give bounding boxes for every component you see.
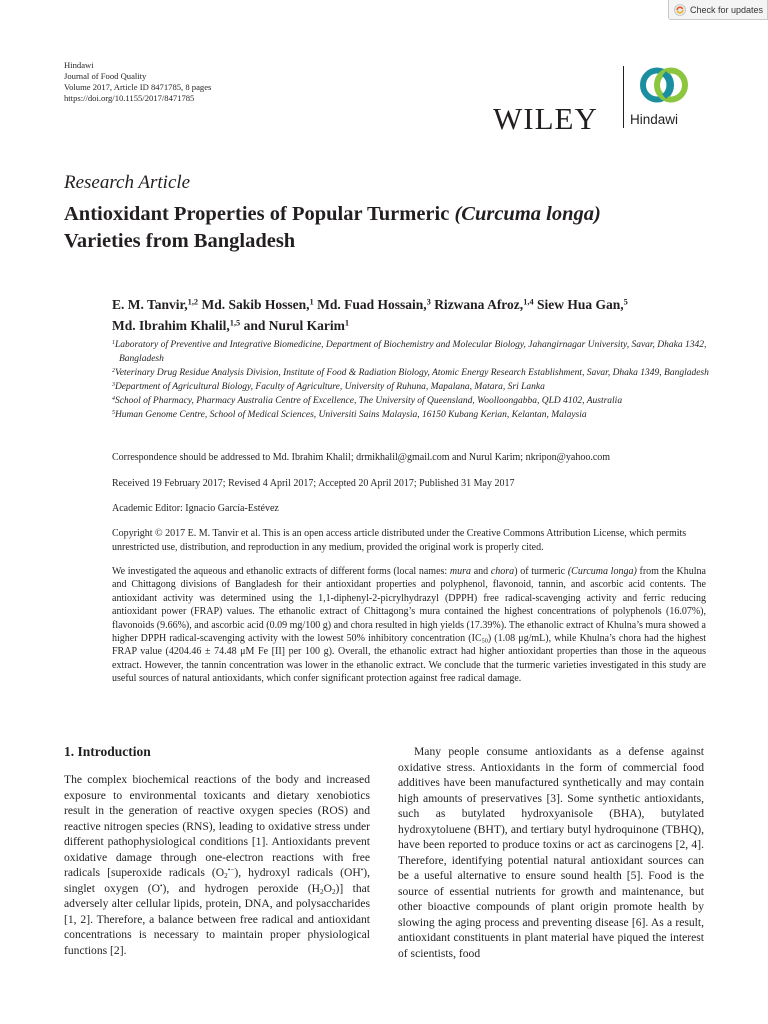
received-dates: Received 19 February 2017; Revised 4 April 2017; Accepted 20 April 2017; Published 31 May 2017 bbox=[112, 478, 515, 489]
journal-name: Journal of Food Quality bbox=[64, 71, 147, 81]
intro-right-column: Many people consume antioxidants as a defense against oxidative stress. Antioxidants in the form of commercial food additives have been manufactured synthetically and may contain high amounts of preservatives [3]. Some synthetic antioxidants, such as butylated hydroxyanisole (BHA), butylated hydroxytoluene (BHT), and tertiary butyl hydroquinone (TBHQ), have been reported to produce toxins or act as carcinogens [2, 4]. Therefore, identifying potential natural antioxidant sources can be a useful alternative to ensure sound health [5]. Food is the source of essential nutrients for growth and maintenance, but other bioactive compounds of plant origin promote health by slowing the aging process and preventing disease [6]. As a result, antioxidant constituents in plant material have piqued the interest of scientists, food bbox=[398, 745, 704, 960]
author[interactable]: Md. Ibrahim Khalil,$^{1,5}$ bbox=[112, 318, 241, 333]
volume-line: Volume 2017, Article ID 8471785, 8 pages bbox=[64, 82, 212, 92]
author[interactable]: Md. Sakib Hossen,$^1$ bbox=[201, 297, 314, 312]
brand-divider bbox=[623, 66, 624, 128]
author[interactable]: Rizwana Afroz,$^{1,4}$ bbox=[434, 297, 534, 312]
intro-left-column: The complex biochemical reactions of the body and increased exposure to environmental toxicants and dietary xenobiotics result in the generation of reactive oxygen species (ROS) and reactive nitrogen species (RNS), leading to oxidative stress under different pathophysiological conditions [1]. Antioxidants prevent oxidative damage through one-electron reactions with free radicals [superoxide radicals $(O_2^{•-})$, hydroxyl radicals (OH•), singlet oxygen (O•), and hydrogen peroxide $(H_2O_2)$] that adversely alter cellular lipids, protein, DNA, and polysaccharides [1, 2]. Therefore, a balance between free radical and antioxidant concentrations is necessary to maintain proper physiological functions [2]. bbox=[64, 773, 370, 957]
article-title bbox=[64, 201, 704, 255]
article-type: Research Article bbox=[64, 172, 191, 193]
section-heading-introduction: 1. Introduction bbox=[64, 744, 151, 759]
copyright-notice: Copyright © 2017 E. M. Tanvir et al. This is an open access article distributed under the Creative Commons Attribution License, which permits unrestricted use, distribution, and reproduction in any medium, provided the original work is properly cited. bbox=[112, 528, 687, 553]
check-for-updates-button[interactable] bbox=[668, 0, 768, 20]
affiliations bbox=[112, 338, 712, 422]
update-badge-icon bbox=[674, 4, 686, 16]
affiliation: $^4$School of Pharmacy, Pharmacy Australia Centre of Excellence, The University of Queensland, Woolloongabba, QLD 4102, Australia bbox=[112, 395, 623, 406]
title-species: (Curcuma longa) bbox=[454, 203, 601, 225]
author-list bbox=[112, 294, 712, 336]
check-for-updates-label: Check for updates bbox=[690, 4, 764, 15]
doi-link[interactable]: https://doi.org/10.1155/2017/8471785 bbox=[64, 93, 195, 103]
affiliation: $^2$Veterinary Drug Residue Analysis Division, Institute of Food & Radiation Biology, Atomic Energy Research Establishment, Savar, Dhaka 1349, Bangladesh bbox=[112, 367, 709, 378]
journal-info bbox=[64, 60, 211, 104]
affiliation: $^3$Department of Agricultural Biology, Faculty of Agriculture, University of Ruhuna, Mapalana, Matara, Sri Lanka bbox=[112, 381, 545, 392]
affiliation: $^1$Laboratory of Preventive and Integrative Biomedicine, Department of Biochemistry and Molecular Biology, Jahangirnagar University, Savar, Dhaka 1342, Bangladesh bbox=[112, 339, 707, 364]
publisher-name: Hindawi bbox=[64, 60, 94, 70]
author[interactable]: Siew Hua Gan,$^5$ bbox=[537, 297, 628, 312]
author[interactable]: E. M. Tanvir,$^{1,2}$ bbox=[112, 297, 199, 312]
abstract: We investigated the aqueous and ethanolic extracts of different forms (local names: mura and chora) of turmeric (Curcuma longa) from the Khulna and Chittagong divisions of Bangladesh for their antioxidant properties and polyphenol, flavonoid, tannin, and ascorbic acid contents. The antioxidant activity was determined using the 1,1-diphenyl-2-picrylhydrazyl (DPPH) free radical-scavenging activity and ferric reducing antioxidant power (FRAP) values. The ethanolic extract of Chittagong’s mura contained the highest concentrations of polyphenols (16.07%), flavonoids (9.66%), and ascorbic acid (0.09 mg/100 g) and chora resulted in high yields (17.39%). The ethanolic extract of Khulna’s mura showed a higher DPPH radical-scavenging activity with the lowest 50% inhibitory concentration $(IC_{50})$ (1.08 μg/mL), while Khulna’s chora had the highest FRAP value (4204.46 ± 74.48 μM Fe [II] per 100 g). Overall, the ethanolic extract had higher antioxidant properties than those in the aqueous extract. However, the tannin concentration was lower in the ethanolic extract. We conclude that the turmeric varieties investigated in this study are useful sources of natural antioxidants, which confer significant protection against free radical damage. bbox=[112, 566, 707, 685]
affiliation: $^5$Human Genome Centre, School of Medical Sciences, Universiti Sains Malaysia, 16150 Kubang Kerian, Kelantan, Malaysia bbox=[112, 409, 587, 420]
title-part1: Antioxidant Properties of Popular Turmeric bbox=[64, 203, 455, 225]
author[interactable]: and Nurul Karim$^1$ bbox=[243, 318, 350, 333]
wiley-logo: WILEY bbox=[493, 101, 598, 136]
hindawi-wordmark: Hindawi bbox=[630, 112, 679, 127]
academic-editor: Academic Editor: Ignacio García-Estévez bbox=[112, 503, 279, 514]
correspondence: Correspondence should be addressed to Md. Ibrahim Khalil; drmikhalil@gmail.com and Nurul Karim; nkripon@yahoo.com bbox=[112, 452, 611, 463]
hindawi-logo-icon bbox=[638, 62, 690, 108]
title-part2: Varieties from Bangladesh bbox=[64, 230, 296, 252]
author[interactable]: Md. Fuad Hossain,$^3$ bbox=[317, 297, 431, 312]
